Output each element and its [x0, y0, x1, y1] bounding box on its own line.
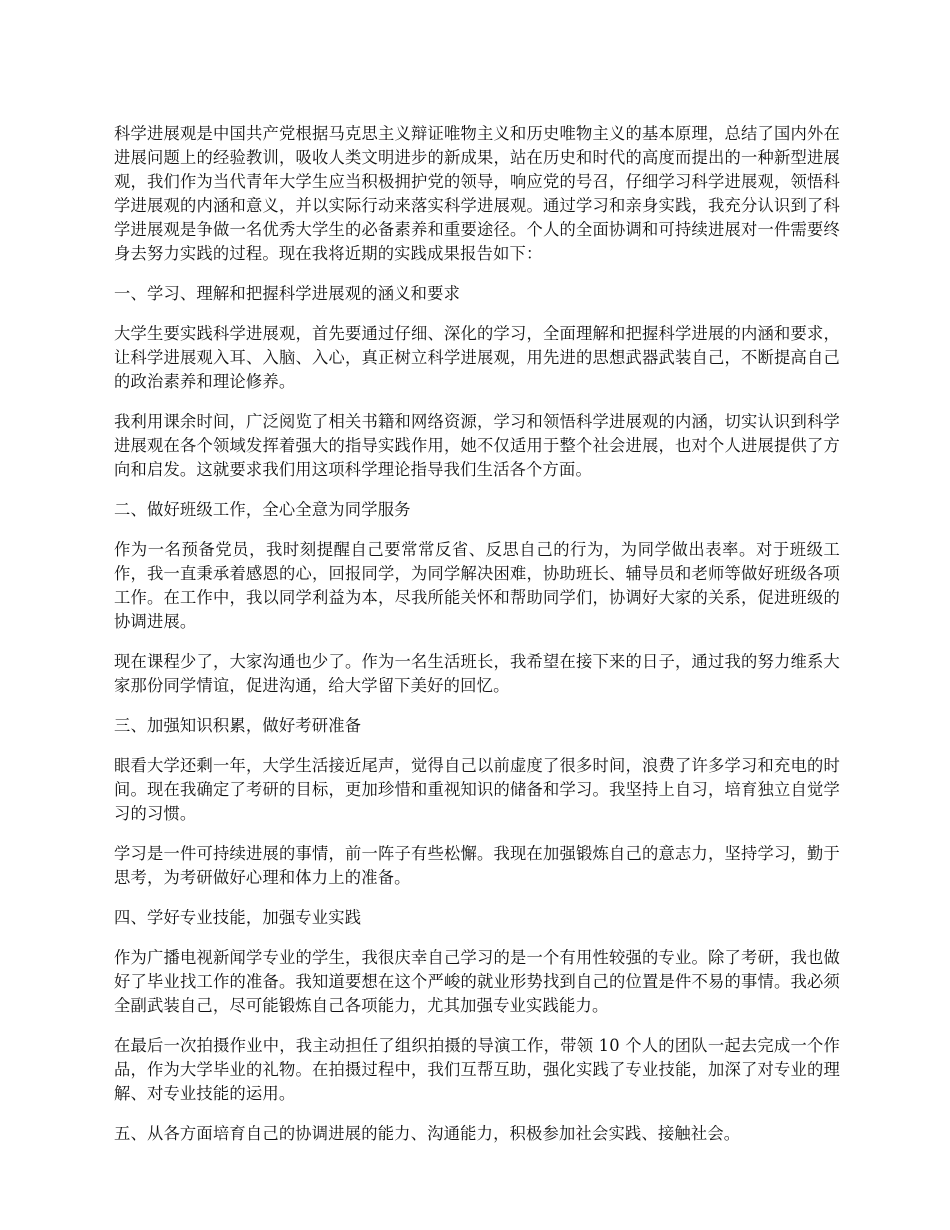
- section-1-heading: 一、学习、理解和把握科学进展观的涵义和要求: [114, 284, 461, 303]
- section-2-paragraph-2: 现在课程少了，大家沟通也少了。作为一名生活班长，我希望在接下来的日子，通过我的努力维系大家那份同学情谊，促进沟通，给大学留下美好的回忆。: [114, 652, 840, 695]
- section-4-paragraph-1: 作为广播电视新闻学专业的学生，我很庆幸自己学习的是一个有用性较强的专业。除了考研，我也做好了毕业找工作的准备。我知道要想在这个严峻的就业形势找到自己的位置是件不易的事情。我必须全副武装自己，尽可能锻炼自己各项能力，尤其加强专业实践能力。: [114, 948, 840, 1015]
- section-5-heading: 五、从各方面培育自己的协调进展的能力、沟通能力，积极参加社会实践、接触社会。: [114, 1124, 741, 1143]
- document-page: [114, 122, 840, 1162]
- section-3-paragraph-2: 学习是一件可持续进展的事情，前一阵子有些松懈。我现在加强锻炼自己的意志力，坚持学习，勤于思考，为考研做好心理和体力上的准备。: [114, 844, 840, 887]
- section-4-heading: 四、学好专业技能，加强专业实践: [114, 908, 362, 927]
- section-3-paragraph-1: 眼看大学还剩一年，大学生活接近尾声，觉得自己以前虚度了很多时间，浪费了许多学习和充电的时间。现在我确定了考研的目标，更加珍惜和重视知识的储备和学习。我坚持上自习，培育独立自觉学习的习惯。: [114, 756, 840, 823]
- section-1-paragraph-2: 我利用课余时间，广泛阅览了相关书籍和网络资源，学习和领悟科学进展观的内涵，切实认识到科学进展观在各个领域发挥着强大的指导实践作用，她不仅适用于整个社会进展，也对个人进展提供了方向和启发。这就要求我们用这项科学理论指导我们生活各个方面。: [114, 412, 840, 479]
- section-4-paragraph-2: 在最后一次拍摄作业中，我主动担任了组织拍摄的导演工作，带领 10 个人的团队一起去完成一个作品，作为大学毕业的礼物。在拍摄过程中，我们互帮互助，强化实践了专业技能，加深了对专业的理解、对专业技能的运用。: [114, 1036, 840, 1103]
- section-3-heading: 三、加强知识积累，做好考研准备: [114, 716, 362, 735]
- intro-paragraph: 科学进展观是中国共产党根据马克思主义辩证唯物主义和历史唯物主义的基本原理，总结了国内外在进展问题上的经验教训，吸收人类文明进步的新成果，站在历史和时代的高度而提出的一种新型进展观，我们作为当代青年大学生应当积极拥护党的领导，响应党的号召，仔细学习科学进展观，领悟科学进展观的内涵和意义，并以实际行动来落实科学进展观。通过学习和亲身实践，我充分认识到了科学进展观是争做一名优秀大学生的必备素养和重要途径。个人的全面协调和可持续进展对一件需要终身去努力实践的过程。现在我将近期的实践成果报告如下：: [114, 124, 840, 263]
- section-2-paragraph-1: 作为一名预备党员，我时刻提醒自己要常常反省、反思自己的行为，为同学做出表率。对于班级工作，我一直秉承着感恩的心，回报同学，为同学解决困难，协助班长、辅导员和老师等做好班级各项工作。在工作中，我以同学利益为本，尽我所能关怀和帮助同学们，协调好大家的关系，促进班级的协调进展。: [114, 540, 840, 631]
- section-2-heading: 二、做好班级工作，全心全意为同学服务: [114, 500, 411, 519]
- section-1-paragraph-1: 大学生要实践科学进展观，首先要通过仔细、深化的学习，全面理解和把握科学进展的内涵和要求，让科学进展观入耳、入脑、入心，真正树立科学进展观，用先进的思想武器武装自己，不断提高自己的政治素养和理论修养。: [114, 324, 840, 391]
